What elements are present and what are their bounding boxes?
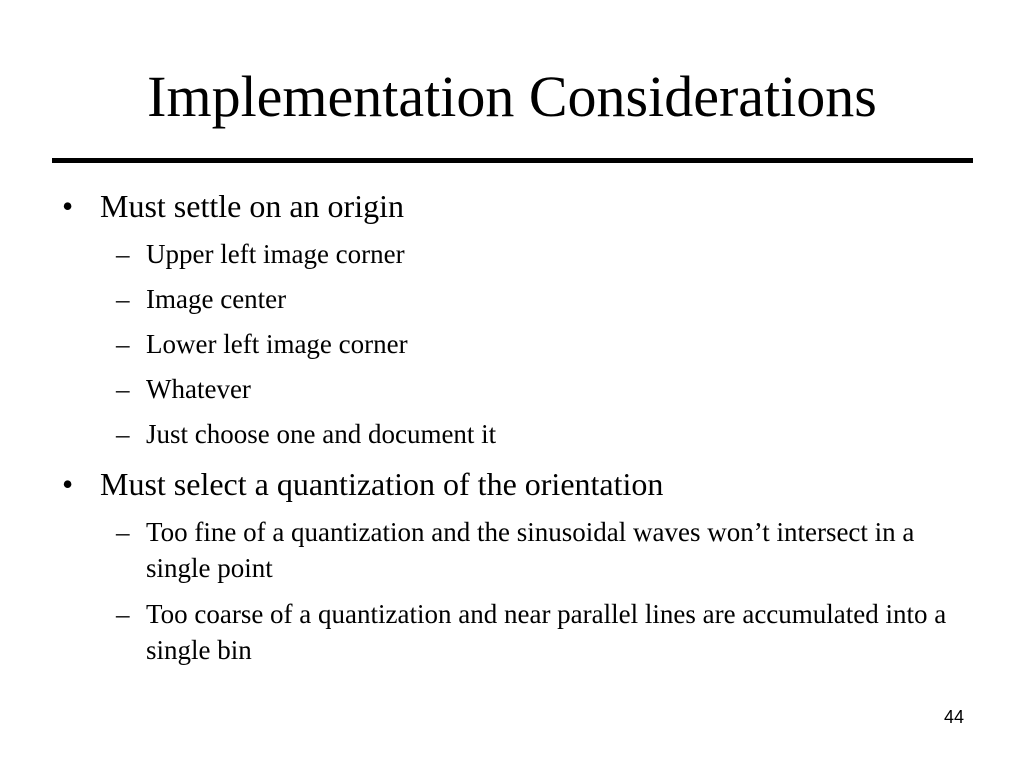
sub-text: Whatever [146, 374, 251, 404]
bullet-marker: • [62, 188, 74, 224]
bullet-text: Must select a quantization of the orientation [100, 466, 664, 502]
sub-text: Image center [146, 284, 287, 314]
sub-text: Lower left image corner [146, 329, 408, 359]
sub-text: Upper left image corner [146, 239, 405, 269]
sub-marker: – [116, 329, 130, 359]
page-number: 44 [943, 707, 964, 727]
sub-marker: – [116, 599, 130, 629]
sub-text: Too coarse of a quantization and near parallel lines are accumulated into a single bin [146, 599, 947, 665]
sub-marker: – [116, 239, 130, 269]
sub-text: Just choose one and document it [146, 419, 497, 449]
bullet-text: Must settle on an origin [100, 188, 404, 224]
sub-marker: – [116, 374, 130, 404]
sub-text: Too fine of a quantization and the sinusoidal waves won’t intersect in a single point [146, 517, 915, 583]
sub-marker: – [116, 284, 130, 314]
bullet-marker: • [62, 466, 74, 502]
sub-marker: – [116, 419, 130, 449]
sub-marker: – [116, 517, 130, 547]
slide-title: Implementation Considerations [147, 64, 877, 129]
